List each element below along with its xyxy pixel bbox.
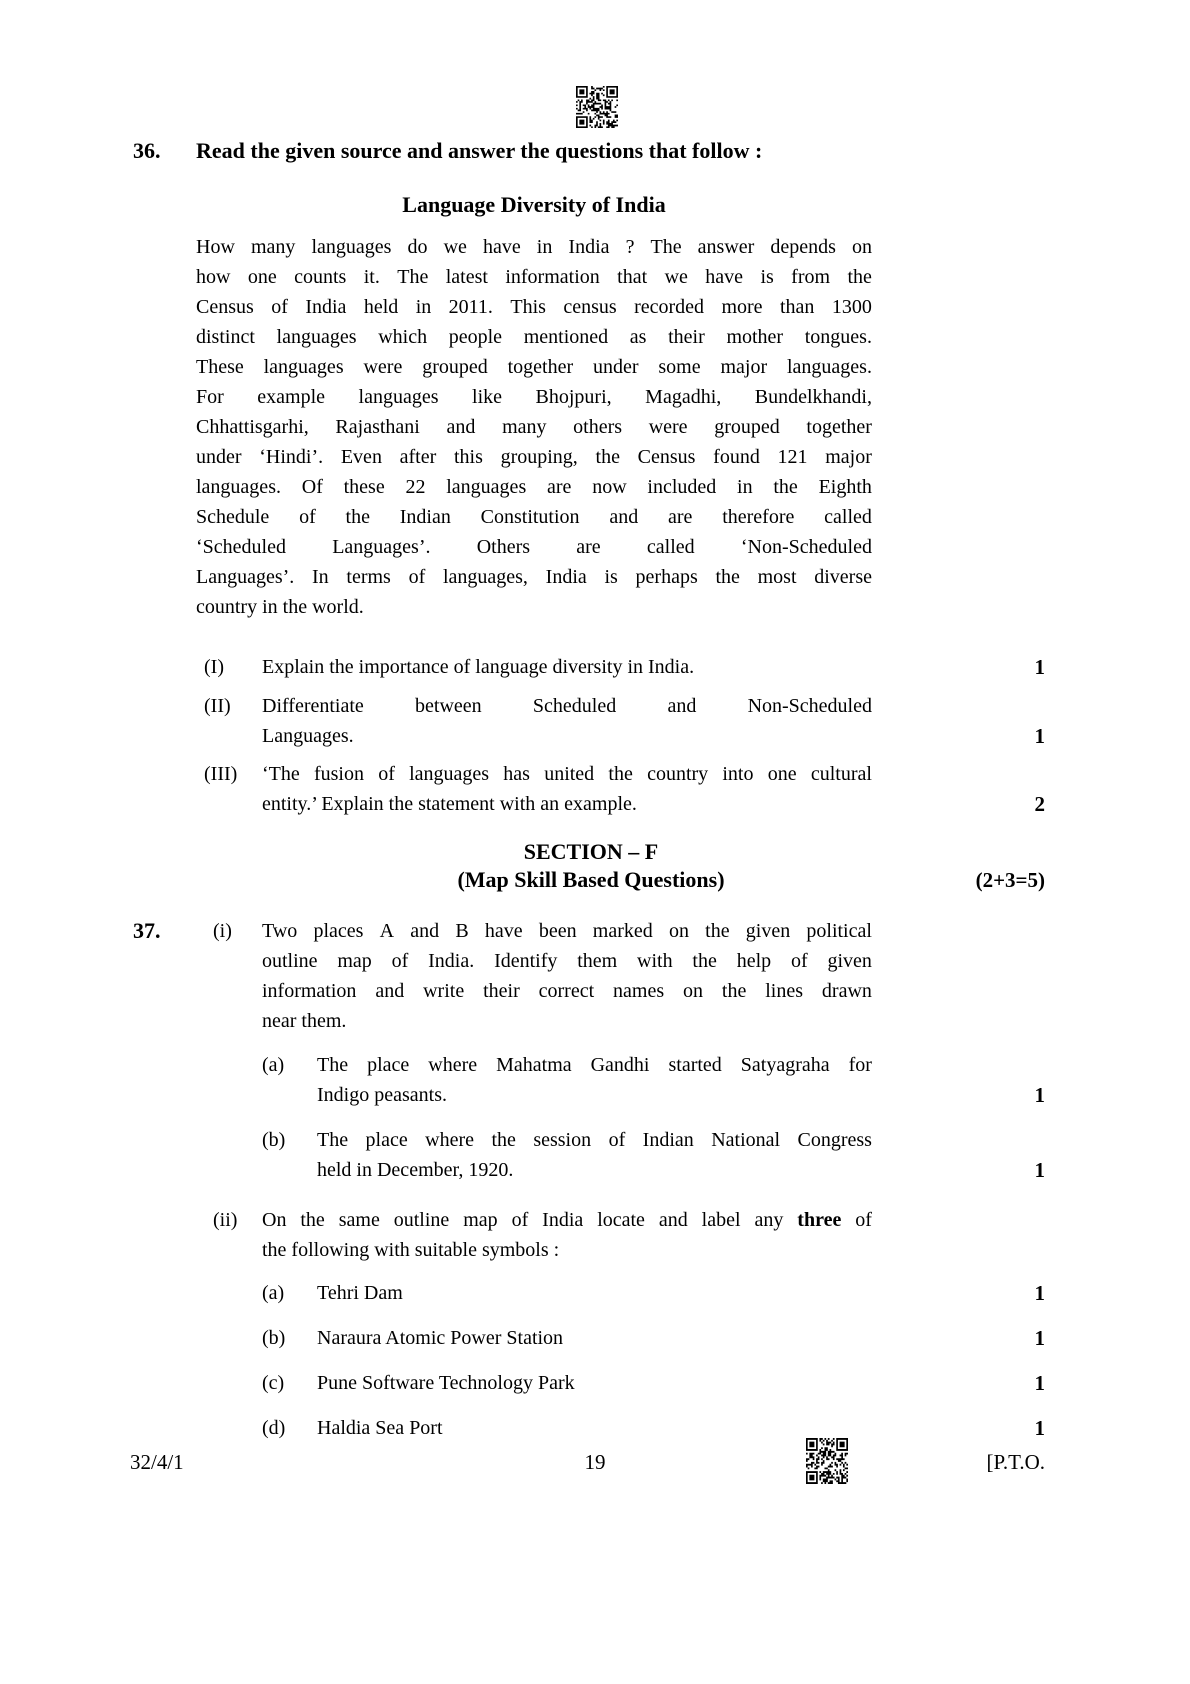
text-line: country in the world.: [196, 596, 364, 618]
text-line: near them.: [262, 1010, 347, 1032]
subquestion-text: [262, 759, 872, 819]
text-line: The place where the session of Indian National Congress: [317, 1129, 872, 1151]
qr-code-icon: [806, 1438, 848, 1484]
subquestion-label: (II): [204, 695, 231, 717]
text-line: ‘Scheduled Languages’. Others are called ‘Non-Scheduled: [196, 536, 872, 558]
item-text: Naraura Atomic Power Station: [317, 1327, 564, 1349]
text-line: information and write their correct names on the lines drawn: [262, 980, 872, 1002]
subquestion-label: (I): [204, 656, 224, 678]
question-36-prompt: Read the given source and answer the questions that follow :: [196, 138, 763, 163]
text-line: Schedule of the Indian Constitution and are therefore called: [196, 506, 872, 528]
item-label: (a): [262, 1282, 285, 1304]
subquestion-text: [262, 652, 872, 682]
subquestion-label: (III): [204, 763, 238, 785]
text-line: ‘The fusion of languages has united the country into one cultural: [262, 763, 872, 785]
text-line: Languages.: [262, 725, 354, 747]
question-37-part-2-item-b: [262, 1323, 1045, 1353]
subquestion-text: [262, 691, 872, 751]
text-line: under ‘Hindi’. Even after this grouping, the Census found 121 major: [196, 446, 872, 468]
question-36-sub-1: [196, 652, 1045, 682]
item-text: [317, 1050, 872, 1110]
marks-value: 1: [1034, 1281, 1045, 1305]
part-text: [262, 916, 872, 1036]
text-line: How many languages do we have in India ? The answer depends on: [196, 236, 872, 258]
item-label: (c): [262, 1372, 285, 1394]
part-text: [262, 1205, 872, 1265]
text-line: languages. Of these 22 languages are now included in the Eighth: [196, 476, 872, 498]
section-marks-scheme: (2+3=5): [975, 868, 1045, 892]
item-label: (b): [262, 1129, 286, 1151]
item-text: Haldia Sea Port: [317, 1417, 443, 1439]
question-37-part-1-item-a: [262, 1050, 1045, 1110]
page-content: [133, 136, 1045, 1443]
marks-value: 1: [1034, 1326, 1045, 1350]
marks-value: 1: [1034, 655, 1045, 679]
marks-value: 2: [1034, 792, 1045, 816]
question-37-part-2-item-d: [262, 1413, 1045, 1443]
text-line: held in December, 1920.: [317, 1159, 514, 1181]
text-line: On the same outline map of India locate and label any three of: [262, 1209, 872, 1231]
text-line: distinct languages which people mentioned as their mother tongues.: [196, 326, 872, 348]
text-line: entity.’ Explain the statement with an example.: [262, 793, 637, 815]
item-label: (b): [262, 1327, 286, 1349]
source-title: Language Diversity of India: [402, 192, 666, 217]
section-title: SECTION – F: [523, 839, 659, 864]
text-line: how one counts it. The latest information that we have is from the: [196, 266, 872, 288]
text-line: Census of India held in 2011. This census recorded more than 1300: [196, 296, 872, 318]
question-37-part-2-item-a: [262, 1278, 1045, 1308]
question-37-part-1: [133, 916, 1045, 1036]
item-label: (d): [262, 1417, 286, 1439]
text-line: Languages’. In terms of languages, India is perhaps the most diverse: [196, 566, 872, 588]
qr-code-icon: [576, 86, 618, 128]
text-line: Indigo peasants.: [317, 1084, 447, 1106]
question-37-part-2: [196, 1205, 1045, 1265]
text-line: For example languages like Bhojpuri, Magadhi, Bundelkhandi,: [196, 386, 872, 408]
marks-value: 1: [1034, 1416, 1045, 1440]
text-line: Two places A and B have been marked on the given political: [262, 920, 872, 942]
part-label: (ii): [213, 1209, 238, 1231]
text-line: These languages were grouped together under some major languages.: [196, 356, 872, 378]
marks-value: 1: [1034, 1083, 1045, 1107]
text-line: Explain the importance of language diversity in India.: [262, 656, 695, 678]
section-f-header: [196, 838, 1045, 894]
question-37-part-2-item-c: [262, 1368, 1045, 1398]
item-text: Tehri Dam: [317, 1282, 403, 1304]
paper-code: 32/4/1: [130, 1450, 184, 1474]
marks-value: 1: [1034, 724, 1045, 748]
pto-label: [P.T.O.: [986, 1450, 1045, 1474]
item-label: (a): [262, 1054, 285, 1076]
marks-value: 1: [1034, 1158, 1045, 1182]
item-text: [317, 1125, 872, 1185]
text-line: outline map of India. Identify them with the help of given: [262, 950, 872, 972]
part-label: (i): [213, 920, 232, 942]
item-text: Pune Software Technology Park: [317, 1372, 575, 1394]
question-37-part-1-item-b: [262, 1125, 1045, 1185]
page-number: 19: [584, 1450, 606, 1474]
question-36-sub-3: [196, 759, 1045, 819]
marks-value: 1: [1034, 1371, 1045, 1395]
text-line: The place where Mahatma Gandhi started Satyagraha for: [317, 1054, 872, 1076]
text-line: Chhattisgarhi, Rajasthani and many others were grouped together: [196, 416, 872, 438]
text-line: Differentiate between Scheduled and Non-Scheduled: [262, 695, 872, 717]
section-subtitle: (Map Skill Based Questions): [457, 867, 725, 892]
text-line: the following with suitable symbols :: [262, 1239, 560, 1261]
question-36-header: [133, 136, 1045, 166]
question-37-number: 37.: [133, 918, 161, 943]
question-36-number: 36.: [133, 138, 161, 163]
question-36-sub-2: [196, 691, 1045, 751]
source-paragraph: [196, 232, 872, 622]
